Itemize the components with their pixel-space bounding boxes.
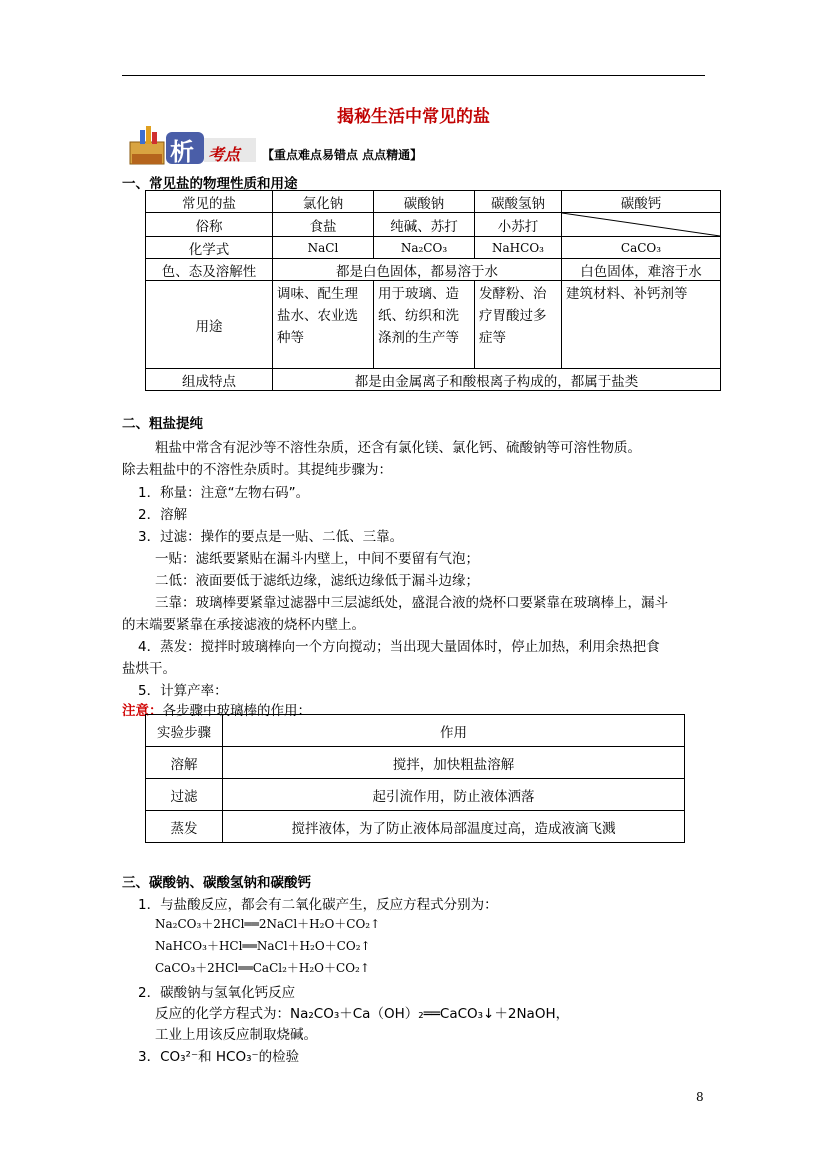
list-item: 三靠：玻璃棒要紧靠过滤器中三层滤纸处，盛混合液的烧杯口要紧靠在玻璃棒上，漏斗 (155, 595, 668, 611)
list-item: 4．蒸发：搅拌时玻璃棒向一个方向搅动；当出现大量固体时，停止加热，利用余热把食 (138, 639, 660, 655)
list-item: 的末端要紧靠在承接滤液的烧杯内壁上。 (122, 617, 365, 633)
table-cell: 溶解 (146, 747, 223, 779)
book-icon (130, 126, 164, 164)
note-label: 注意： (122, 703, 163, 719)
table-cell: 都是由金属离子和酸根离子构成的，都属于盐类 (273, 369, 721, 391)
formula-cell: CaCO₃ (562, 237, 721, 259)
formula-cell: Na₂CO₃ (374, 237, 475, 259)
table-cell: 过滤 (146, 779, 223, 811)
equation: Na₂CO₃＋2HCl══2NaCl＋H₂O＋CO₂↑ (155, 917, 381, 931)
header-cell: 碳酸氢钠 (475, 191, 562, 213)
formula-cell: NaHCO₃ (475, 237, 562, 259)
diagonal-line (562, 213, 720, 236)
diagonal-cell (562, 213, 721, 237)
table-cell: 都是白色固体，都易溶于水 (273, 259, 562, 281)
row-label: 化学式 (146, 237, 273, 259)
row-label: 色、态及溶解性 (146, 259, 273, 281)
section2-heading: 二、粗盐提纯 (122, 416, 203, 432)
list-item: 5．计算产率： (138, 683, 228, 699)
note-text: 各步骤中玻璃棒的作用： (162, 703, 311, 719)
list-item: 1．称量：注意“左物右码”。 (138, 485, 310, 501)
table-cell: 蒸发 (146, 811, 223, 843)
header-cell: 常见的盐 (146, 191, 273, 213)
banner-big-char: 析 (170, 138, 194, 166)
header-cell: 作用 (223, 715, 685, 747)
list-item: 2．碳酸钠与氢氧化钙反应 (138, 985, 296, 1001)
header-cell: 氯化钠 (273, 191, 374, 213)
formula-cell: NaCl (273, 237, 374, 259)
list-item: 1．与盐酸反应，都会有二氧化碳产生，反应方程式分别为： (138, 897, 498, 913)
row-label: 用途 (146, 281, 273, 369)
page-number: 8 (696, 1090, 704, 1104)
use-cell: 建筑材料、补钙剂等 (562, 281, 721, 369)
glass-rod-table (145, 714, 685, 843)
paragraph: 粗盐中常含有泥沙等不溶性杂质，还含有氯化镁、氯化钙、硫酸钠等可溶性物质。 (155, 440, 641, 456)
list-item: 盐烘干。 (122, 661, 176, 677)
section3-heading: 三、碳酸钠、碳酸氢钠和碳酸钙 (122, 875, 311, 891)
equation: CaCO₃＋2HCl══CaCl₂＋H₂O＋CO₂↑ (155, 961, 370, 975)
list-item: 3．CO₃²⁻和 HCO₃⁻的检验 (138, 1049, 300, 1065)
page-title: 揭秘生活中常见的盐 (337, 107, 490, 127)
table-cell: 白色固体，难溶于水 (562, 259, 721, 281)
list-item: 3．过滤：操作的要点是一贴、二低、三靠。 (138, 529, 404, 545)
table-cell: 搅拌液体，为了防止液体局部温度过高，造成液滴飞溅 (223, 811, 685, 843)
list-item: 2．溶解 (138, 507, 188, 523)
table-cell: 食盐 (273, 213, 374, 237)
header-cell: 碳酸钙 (562, 191, 721, 213)
section1-heading: 一、常见盐的物理性质和用途 (122, 176, 298, 192)
header-cell: 实验步骤 (146, 715, 223, 747)
header-cell: 碳酸钠 (374, 191, 475, 213)
list-item: 一贴：滤纸要紧贴在漏斗内壁上，中间不要留有气泡； (155, 551, 479, 567)
table-cell: 起引流作用，防止液体洒落 (223, 779, 685, 811)
equation: NaHCO₃＋HCl══NaCl＋H₂O＋CO₂↑ (155, 939, 371, 953)
list-item: 二低：液面要低于滤纸边缘，滤纸边缘低于漏斗边缘； (155, 573, 479, 589)
row-label: 俗称 (146, 213, 273, 237)
banner-small-text: 考点 (208, 145, 241, 164)
table-cell: 小苏打 (475, 213, 562, 237)
list-item: 反应的化学方程式为：Na₂CO₃＋Ca（OH）₂══CaCO₃↓＋2NaOH， (155, 1006, 570, 1022)
table-cell: 纯碱、苏打 (374, 213, 475, 237)
use-cell: 发酵粉、治疗胃酸过多症等 (475, 281, 562, 369)
list-item: 工业上用该反应制取烧碱。 (155, 1027, 317, 1043)
use-cell: 用于玻璃、造纸、纺织和洗涤剂的生产等 (374, 281, 475, 369)
table-cell: 搅拌，加快粗盐溶解 (223, 747, 685, 779)
row-label: 组成特点 (146, 369, 273, 391)
banner-tagline: 【重点难点易错点 点点精通】 (262, 148, 423, 162)
salt-properties-table (145, 190, 721, 391)
use-cell: 调味、配生理盐水、农业选种等 (273, 281, 374, 369)
paragraph: 除去粗盐中的不溶性杂质时。其提纯步骤为： (122, 462, 392, 478)
header-rule (122, 75, 705, 76)
